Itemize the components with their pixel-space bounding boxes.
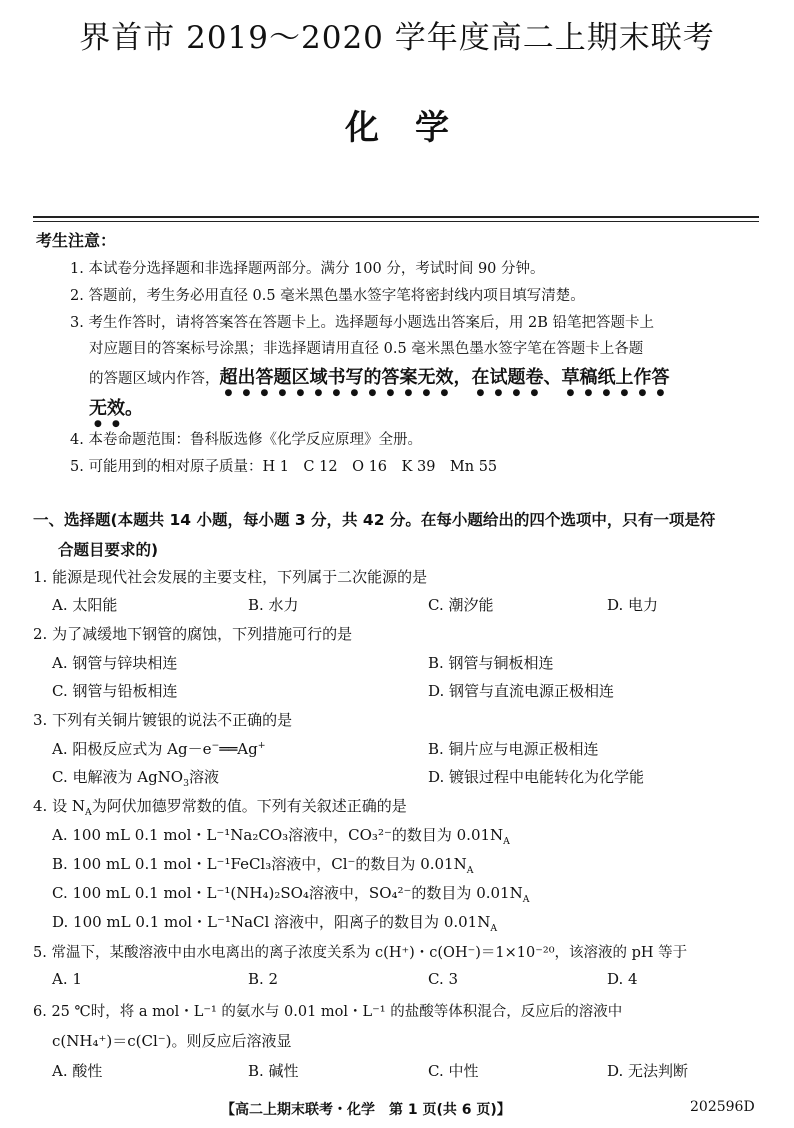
notice-title: 考生注意： bbox=[36, 231, 117, 250]
question-1-option-c: C. 潮汐能 bbox=[428, 596, 494, 614]
q3a-mid: ══Ag bbox=[219, 740, 258, 758]
q4-stem-text: 4. 设 N bbox=[33, 797, 85, 815]
question-1-option-b: B. 水力 bbox=[248, 596, 299, 614]
page-footer: 【高二上期末联考・化学 第 1 页(共 6 页)】 bbox=[221, 1102, 511, 1118]
question-4-option-c bbox=[52, 882, 529, 905]
question-5-option-c: C. 3 bbox=[428, 970, 459, 988]
question-5-stem: 5. 常温下，某酸溶液中由水电离出的离子浓度关系为 c(H⁺)・c(OH⁻)＝1×10⁻²⁰，该溶液的 pH 等于 bbox=[33, 945, 688, 961]
question-5-option-d: D. 4 bbox=[607, 970, 638, 988]
q4c-sub: A bbox=[522, 894, 530, 905]
question-3-stem: 3. 下列有关铜片镀银的说法不正确的是 bbox=[33, 711, 293, 729]
question-6-option-c: C. 中性 bbox=[428, 1062, 479, 1080]
q3c-text: C. 电解液为 AgNO bbox=[52, 768, 184, 786]
q4d-sub: A bbox=[490, 923, 498, 934]
q4b-text: B. 100 mL 0.1 mol・L⁻¹FeCl₃溶液中，Cl⁻的数目为 0.01N bbox=[52, 855, 467, 873]
notice-line-3: 3. 考生作答时，请将答案答在答题卡上。选择题每小题选出答案后，用 2B 铅笔把答题卡上 bbox=[70, 315, 655, 331]
section-heading-1: 一、选择题(本题共 14 小题，每小题 3 分，共 42 分。在每小题给出的四个选项中，只有一项是符 bbox=[33, 511, 716, 529]
q4-stem-post: 为阿伏加德罗常数的值。下列有关叙述正确的是 bbox=[91, 797, 407, 815]
question-2-option-b: B. 钢管与铜板相连 bbox=[428, 654, 554, 672]
notice-line-4-scope: 4. 本卷命题范围：鲁科版选修《化学反应原理》全册。 bbox=[70, 432, 422, 448]
question-1-stem: 1. 能源是现代社会发展的主要支柱，下列属于二次能源的是 bbox=[33, 568, 428, 586]
question-2-stem: 2. 为了减缓地下钢管的腐蚀，下列措施可行的是 bbox=[33, 625, 353, 643]
q3c-post: 溶液 bbox=[189, 768, 220, 786]
exam-code: 202596D bbox=[690, 1099, 755, 1115]
question-5-option-b: B. 2 bbox=[248, 970, 279, 988]
divider-thin bbox=[33, 221, 759, 222]
divider-thick bbox=[33, 216, 759, 218]
question-3-option-c bbox=[52, 766, 219, 789]
notice-line-5 bbox=[89, 363, 670, 398]
question-2-option-d: D. 钢管与直流电源正极相连 bbox=[428, 682, 615, 700]
question-5-option-a: A. 1 bbox=[52, 970, 82, 988]
question-4-option-d bbox=[52, 911, 497, 934]
question-1-option-d: D. 电力 bbox=[607, 596, 659, 614]
notice-line-1: 1. 本试卷分选择题和非选择题两部分。满分 100 分，考试时间 90 分钟。 bbox=[70, 261, 545, 277]
notice-emphasis: 超出答题区域书写的答案无效，在试题卷、草稿纸上作答 bbox=[219, 367, 670, 388]
notice-line-2: 2. 答题前，考生务必用直径 0.5 毫米黑色墨水签字笔将密封线内项目填写清楚。 bbox=[70, 288, 585, 304]
q4-stem-sub: A bbox=[84, 807, 92, 818]
question-3-option-b: B. 铜片应与电源正极相连 bbox=[428, 740, 599, 758]
q3a-sup: − bbox=[211, 740, 220, 751]
question-6-option-b: B. 碱性 bbox=[248, 1062, 299, 1080]
q4a-text: A. 100 mL 0.1 mol・L⁻¹Na₂CO₃溶液中，CO₃²⁻的数目为 0.01N bbox=[52, 826, 504, 844]
question-6-option-d: D. 无法判断 bbox=[607, 1062, 689, 1080]
question-3-option-a bbox=[52, 738, 266, 759]
notice-emphasis-end: 无效。 bbox=[89, 398, 143, 419]
question-3-option-d: D. 镀银过程中电能转化为化学能 bbox=[428, 768, 645, 786]
notice-line-5-text: 的答题区域内作答， bbox=[89, 371, 220, 387]
question-6-stem-1: 6. 25 ℃时，将 a mol・L⁻¹ 的氨水与 0.01 mol・L⁻¹ 的盐酸等体积混合，反应后的溶液中 bbox=[33, 1004, 623, 1020]
question-4-option-b bbox=[52, 853, 473, 876]
question-6-option-a: A. 酸性 bbox=[52, 1062, 103, 1080]
q3a-sup2: + bbox=[257, 740, 266, 751]
q3c-sub: 3 bbox=[183, 778, 190, 789]
section-heading-2: 合题目要求的) bbox=[58, 541, 159, 559]
question-4-option-a bbox=[52, 824, 510, 847]
notice-line-4: 对应题目的答案标号涂黑；非选择题请用直径 0.5 毫米黑色墨水签字笔在答题卡上各题 bbox=[89, 341, 644, 357]
subject-title: 化学 bbox=[345, 108, 485, 148]
question-4-stem bbox=[33, 795, 407, 818]
q3a-text: A. 阳极反应式为 Ag－e bbox=[52, 740, 212, 758]
question-6-stem-2: c(NH₄⁺)＝c(Cl⁻)。则反应后溶液显 bbox=[52, 1032, 292, 1050]
q4c-text: C. 100 mL 0.1 mol・L⁻¹(NH₄)₂SO₄溶液中，SO₄²⁻的数目为 0.01N bbox=[52, 884, 523, 902]
question-2-option-a: A. 钢管与锌块相连 bbox=[52, 654, 178, 672]
exam-title: 界首市 2019～2020 学年度高二上期末联考 bbox=[79, 20, 715, 56]
question-1-option-a: A. 太阳能 bbox=[52, 596, 118, 614]
q4b-sub: A bbox=[466, 865, 474, 876]
q4d-text: D. 100 mL 0.1 mol・L⁻¹NaCl 溶液中，阳离子的数目为 0.01N bbox=[52, 913, 491, 931]
notice-line-5-mass: 5. 可能用到的相对原子质量：H 1 C 12 O 16 K 39 Mn 55 bbox=[70, 459, 498, 475]
question-2-option-c: C. 钢管与铅板相连 bbox=[52, 682, 178, 700]
q4a-sub: A bbox=[503, 836, 510, 847]
